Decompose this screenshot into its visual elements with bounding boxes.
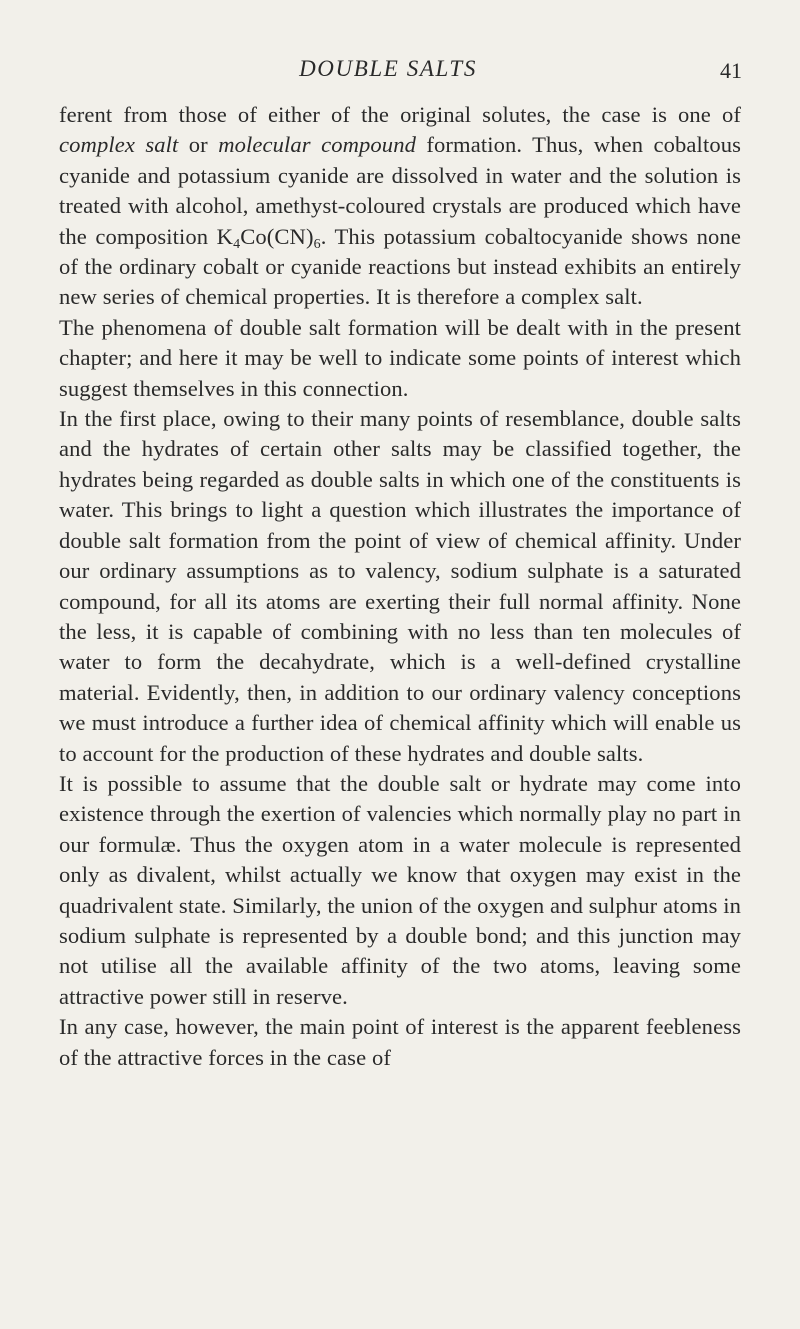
text-run: In any case, however, the main point of interest is the apparent feebleness of the attractive forces in the case of (59, 1014, 741, 1070)
text-run: ferent from those of either of the original solutes, the case is one of (59, 102, 741, 127)
text-run: . This potassium cobaltocyanide shows none of the ordinary cobalt or cyanide reactions but instead exhibits an entirely new series of chemical properties. It is therefore a complex salt. (59, 223, 741, 310)
paragraph-3 (59, 404, 741, 769)
italic-term-molecular-compound: molecular compound (218, 132, 416, 158)
italic-term-complex-salt: complex salt (59, 132, 179, 158)
running-head (0, 56, 800, 86)
formula-subscript: 6 (313, 236, 321, 252)
page-number: 41 (720, 58, 742, 83)
paragraph-2 (59, 313, 741, 404)
running-title: DOUBLE SALTS (299, 56, 477, 81)
formula-subscript: 4 (233, 236, 241, 252)
text-run: Co(CN) (240, 223, 314, 249)
text-run: The phenomena of double salt formation will be dealt with in the present chapter; and here it may be well to indicate some points of interest which suggest themselves in this connection. (59, 314, 741, 401)
text-run: In the first place, owing to their many points of resemblance, double salts and the hydrates of certain other salts may be classified together, the hydrates being regarded as double salts in which one of the constituents is water. This brings to light a question which illustrates the importance of double salt formation from the point of view of chemical affinity. Under our ordinary assumptions as to valency, sodium sulphate is a saturated compound, for all its atoms are exerting their full normal affinity. None the less, it is capable of combining with no less than ten molecules of water to form the decahydrate, which is a well-defined crystalline material. Evidently, then, in addition to our ordinary valency conceptions we must introduce a further idea of chemical affinity which will enable us to account for the production of these hydrates and double salts. (59, 406, 741, 766)
paragraph-1 (59, 100, 741, 313)
body-text (59, 100, 741, 1073)
paragraph-4 (59, 769, 741, 1012)
text-run: formation. Thus, when cobaltous cyanide and potassium cyanide are dissolved in water and the solution is treated with alcohol, amethyst-coloured crystals are produced which have the composition K (59, 132, 742, 249)
text-run: or (178, 132, 219, 158)
text-run: It is possible to assume that the double salt or hydrate may come into existence through the exertion of valencies which normally play no part in our formulæ. Thus the oxygen atom in a water molecule is represented only as divalent, whilst actually we know that oxygen may exist in the quadrivalent state. Similarly, the union of the oxygen and sulphur atoms in sodium sulphate is represented by a double bond; and this junction may not utilise all the available affinity of the two atoms, leaving some attractive power still in reserve. (59, 770, 741, 1009)
paragraph-5 (59, 1012, 741, 1073)
